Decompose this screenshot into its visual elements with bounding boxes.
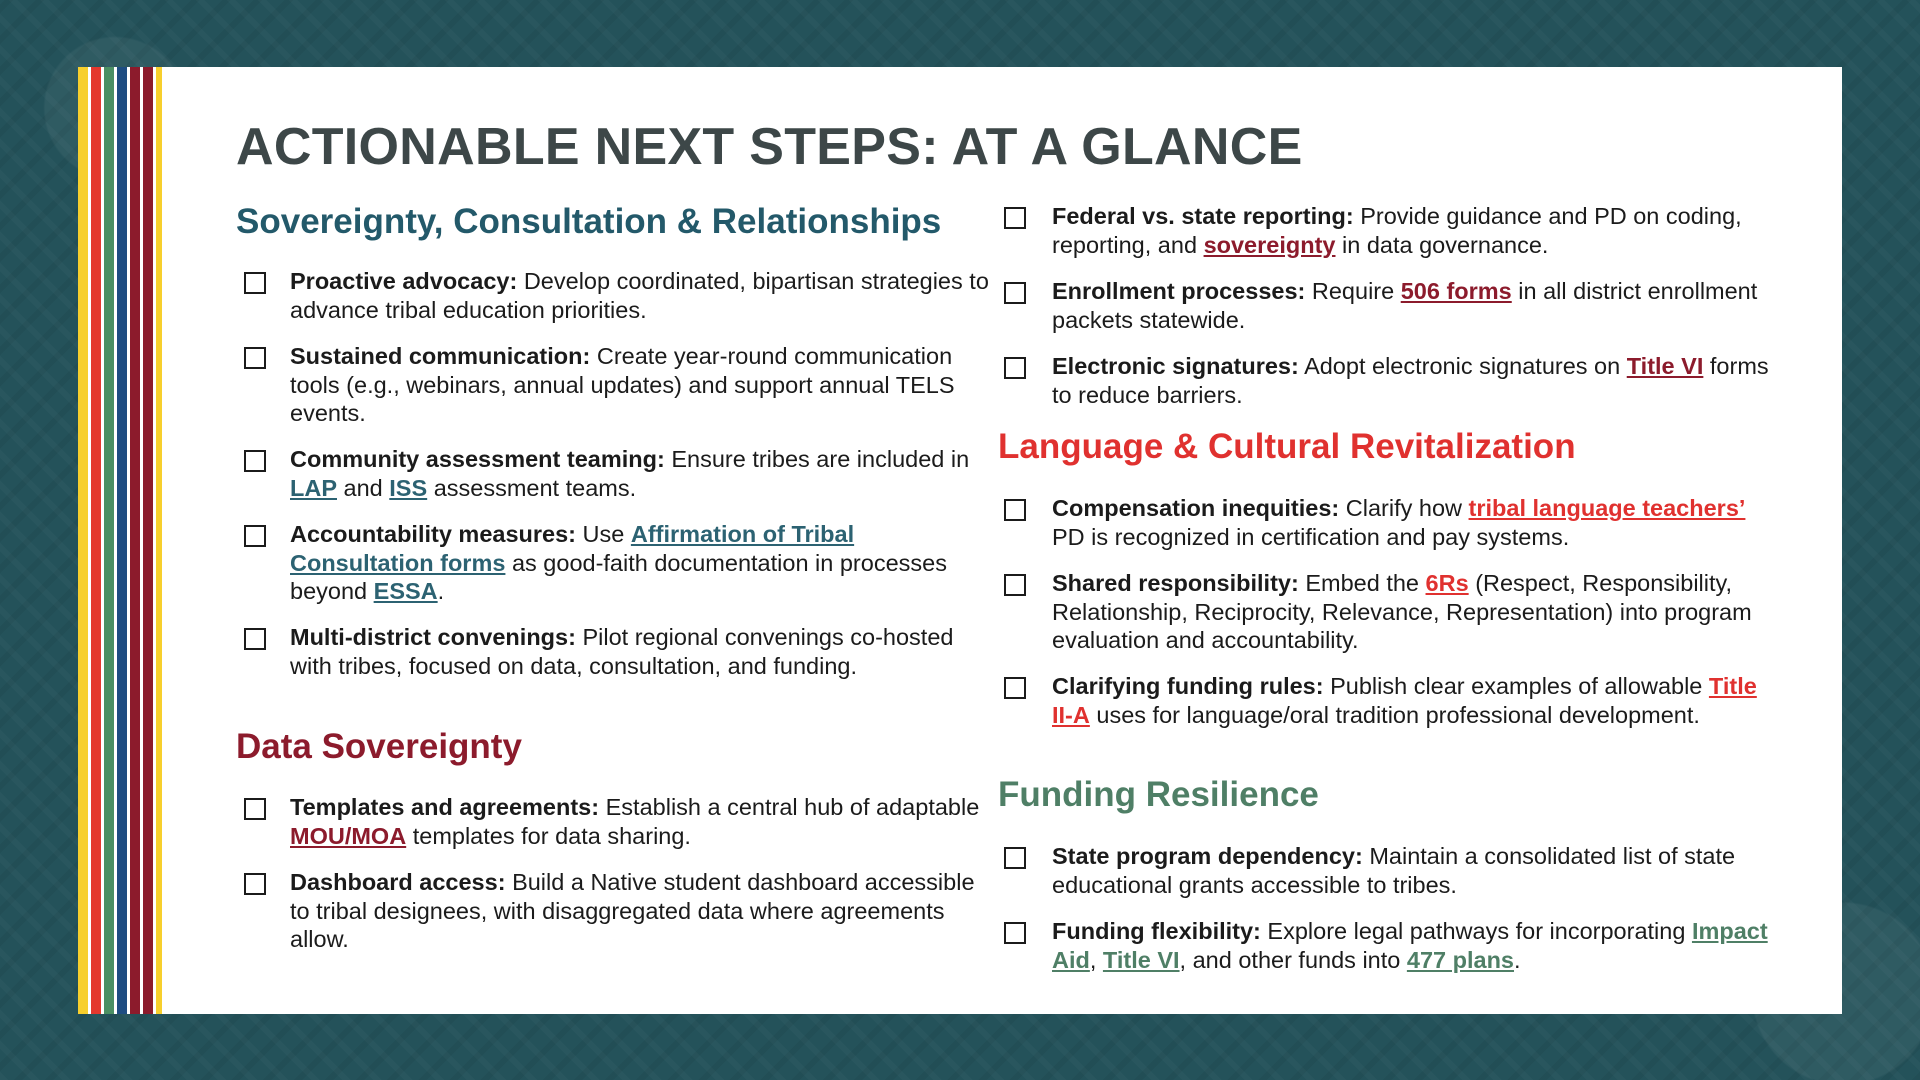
checklist-item: Clarifying funding rules: Publish clear examples of allowable Title II-A uses for language/oral tradition professional development. [998,672,1778,729]
section-heading-language: Language & Cultural Revitalization [998,427,1576,466]
checklist-item: Multi-district convenings: Pilot regional convenings co-hosted with tribes, focused on data, consultation, and funding. [236,623,996,680]
checkbox[interactable] [1004,207,1026,229]
checklist-item: Electronic signatures: Adopt electronic signatures on Title VI forms to reduce barriers. [998,352,1778,409]
checklist-item: Compensation inequities: Clarify how tribal language teachers’ PD is recognized in certification and pay systems. [998,494,1778,551]
checkbox[interactable] [244,798,266,820]
checklist-item: Dashboard access: Build a Native student dashboard accessible to tribal designees, with disaggregated data where agreements allow. [236,868,996,954]
link-iss[interactable]: ISS [389,474,428,501]
link-title-vi[interactable]: Title VI [1626,353,1704,379]
decorative-stripes [78,67,162,1014]
checkbox[interactable] [1004,499,1026,521]
checklist-item: Enrollment processes: Require 506 forms in all district enrollment packets statewide. [998,277,1778,334]
link-essa[interactable]: ESSA [373,578,438,604]
checkbox[interactable] [244,628,266,650]
checklist-item: Proactive advocacy: Develop coordinated, bipartisan strategies to advance tribal education priorities. [236,267,996,324]
checkbox[interactable] [1004,357,1026,379]
checkbox[interactable] [244,450,266,472]
link-6rs[interactable]: 6Rs [1425,570,1469,596]
link-lap[interactable]: LAP [290,474,337,501]
link-506-forms[interactable]: 506 forms [1400,278,1512,304]
link-title-ii-a[interactable]: Title II-A [1052,673,1757,728]
slide-card [78,67,1842,1014]
checklist-item: Accountability measures: Use Affirmation of Tribal Consultation forms as good-faith documentation in processes beyond ESSA. [236,520,996,606]
checklist-item: Shared responsibility: Embed the 6Rs (Respect, Responsibility, Relationship, Reciprocity, Relevance, Representation) into program evaluation and accountability. [998,569,1778,655]
link-477-plans[interactable]: 477 plans [1406,946,1514,973]
checklist-item: Templates and agreements: Establish a central hub of adaptable MOU/MOA templates for data sharing. [236,793,996,850]
checkbox[interactable] [244,873,266,895]
checkbox[interactable] [1004,677,1026,699]
checkbox[interactable] [1004,847,1026,869]
checklist-item: Funding flexibility: Explore legal pathways for incorporating Impact Aid, Title VI, and other funds into 477 plans. [998,917,1778,974]
link-affirmation-forms[interactable]: Affirmation of Tribal Consultation forms [290,521,855,576]
checkbox[interactable] [1004,282,1026,304]
link-mou-moa[interactable]: MOU/MOA [290,822,407,849]
link-title-vi[interactable]: Title VI [1102,946,1180,973]
checklist-item: State program dependency: Maintain a consolidated list of state educational grants accessible to tribes. [998,842,1778,899]
checkbox[interactable] [1004,574,1026,596]
checklist-item: Sustained communication: Create year-round communication tools (e.g., webinars, annual updates) and support annual TELS events. [236,342,996,428]
link-tribal-language-teachers[interactable]: tribal language teachers’ [1468,495,1746,521]
checkbox[interactable] [244,347,266,369]
section-heading-sovereignty: Sovereignty, Consultation & Relationships [236,202,942,241]
checkbox[interactable] [244,525,266,547]
link-sovereignty[interactable]: sovereignty [1203,231,1336,258]
checkbox[interactable] [1004,922,1026,944]
page-title: ACTIONABLE NEXT STEPS: AT A GLANCE [236,118,1303,176]
section-heading-data-sovereignty: Data Sovereignty [236,727,522,766]
checkbox[interactable] [244,272,266,294]
section-heading-funding: Funding Resilience [998,775,1319,814]
link-impact-aid[interactable]: Impact Aid [1052,918,1768,973]
checklist-item: Community assessment teaming: Ensure tribes are included in LAP and ISS assessment teams. [236,445,996,502]
checklist-item: Federal vs. state reporting: Provide guidance and PD on coding, reporting, and sovereignty in data governance. [998,202,1778,259]
